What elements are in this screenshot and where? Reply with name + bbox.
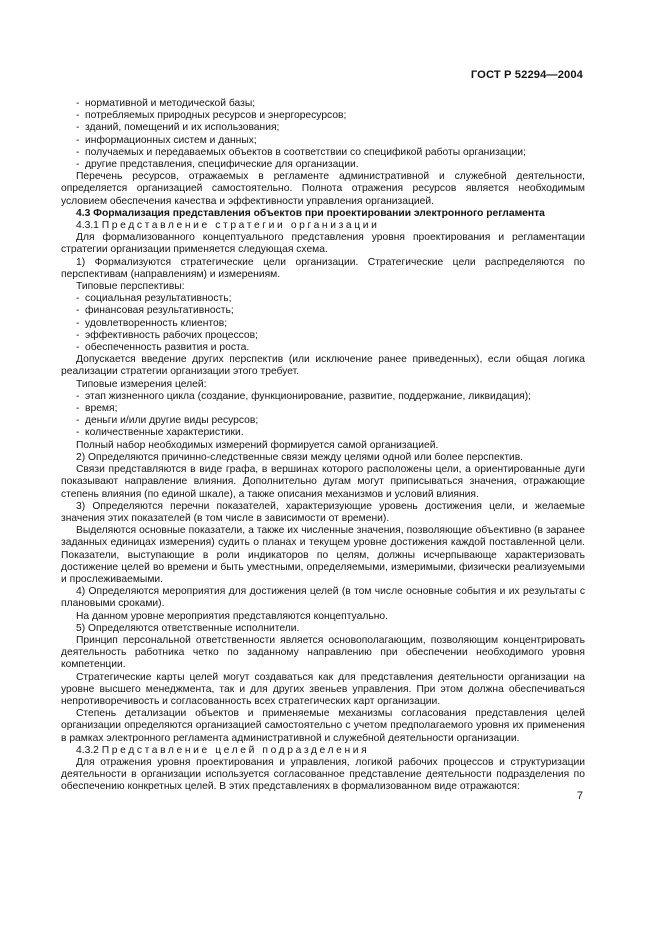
paragraph: 3) Определяются перечни показателей, характеризующие уровень достижения цели, и желаемые значения этих показателей (в том числе в зависимости от времени).	[61, 500, 585, 524]
list-bullet: -	[76, 122, 80, 134]
list-item-text: зданий, помещений и их использования;	[85, 122, 280, 134]
list-item	[61, 403, 585, 415]
list-item	[61, 293, 585, 305]
paragraph: Принцип персональной ответственности является основополагающим, позволяющим концентрировать деятельность работника четко по заданному направлению при обеспечении необходимого уровня компетенции.	[61, 634, 585, 671]
list-bullet: -	[76, 293, 80, 305]
paragraph: 1) Формализуются стратегические цели организации. Стратегические цели распределяются по перспективам (направлениям) и измерениям.	[61, 256, 585, 280]
paragraph: Выделяются основные показатели, а также их численные значения, позволяющие объективно (в заранее заданных единицах измерения) судить о планах и текущем уровне достижения каждой поставленной цели. Показатели, выступающие в роли индикаторов по целям, должны исчерпывающе характеризовать достижение целей во времени и быть уместными, определяемыми, измеримыми, физически реализуемыми и прослеживаемыми.	[61, 525, 585, 585]
list-bullet: -	[76, 110, 80, 122]
paragraph: Связи представляются в виде графа, в вершинах которого расположены цели, а ориентированные дуги показывают направление влияния. Дополнительно дугам могут приписываться значения, отражающие степень влияния (по единой шкале), а также описания механизмов и условий влияния.	[61, 464, 585, 500]
list-item-text: количественные характеристики.	[85, 427, 244, 439]
paragraph: 2) Определяются причинно-следственные связи между целями одной или более перспектив.	[76, 451, 524, 463]
list-item	[61, 415, 585, 427]
list-item	[61, 110, 585, 122]
paragraph: 4) Определяются мероприятия для достижения целей (в том числе основные события и их результаты с плановыми сроками).	[61, 586, 585, 610]
list-bullet: -	[76, 427, 80, 439]
paragraph: Типовые перспективы:	[76, 281, 185, 293]
paragraph: Для отражения уровня проектирования и управления, логикой рабочих процессов и структуризации деятельности в организации используется согласованное представление деятельности подразделения по обеспечению конкретных целей. В этих представлениях в формализованном виде отражаются:	[61, 756, 585, 793]
paragraph: Типовые измерения целей:	[76, 378, 207, 390]
list-item	[61, 122, 585, 134]
list-item	[61, 318, 585, 330]
paragraph: Степень детализации объектов и применяемые механизмы согласования представления целей организации определяются организацией самостоятельно с учетом предполагаемого уровня их применения в рамках электронного регламента административной и служебной деятельности организации.	[61, 708, 585, 744]
section-heading: 4.3 Формализация представления объектов при проектировании электронного регламента	[76, 207, 545, 219]
list-item-text: социальная результативность;	[85, 293, 232, 305]
paragraph: Стратегические карты целей могут создаваться как для представления деятельности организации на уровне высшего менеджмента, так и для других звеньев управления. При этом должна обеспечиваться непротиворечивость и согласованность всех стратегических карт организации.	[61, 671, 585, 707]
list-item-text: удовлетворенность клиентов;	[85, 317, 228, 329]
subsection-number: 4.3.1	[76, 220, 99, 232]
paragraph: Перечень ресурсов, отражаемых в регламенте административной и служебной деятельности, определяется организацией самостоятельно. Полнота отражения ресурсов является необходимым условием обеспечения качества и эффективности управления организацией.	[61, 171, 585, 207]
list-item	[61, 391, 585, 403]
paragraph: Для формализованного концептуального представления уровня проектирования и регламентации стратегии организации применяется следующая схема.	[61, 232, 585, 256]
list-item-text: время;	[85, 403, 118, 415]
list-item	[61, 305, 585, 317]
list-item	[61, 330, 585, 342]
subsection-heading	[61, 745, 585, 757]
list-bullet: -	[76, 342, 80, 354]
list-item-text: потребляемых природных ресурсов и энергоресурсов;	[85, 110, 347, 122]
list-item-text: обеспеченность развития и роста.	[85, 342, 250, 354]
subsection-number: 4.3.2	[76, 744, 99, 756]
document-body	[61, 98, 585, 794]
list-item-text: деньги и/или другие виды ресурсов;	[85, 415, 259, 427]
paragraph: Полный набор необходимых измерений формируется самой организацией.	[76, 439, 439, 451]
list-bullet: -	[76, 329, 80, 341]
list-item	[61, 342, 585, 354]
paragraph: На данном уровне мероприятия представляются концептуально.	[76, 610, 388, 622]
list-bullet: -	[76, 415, 80, 427]
list-item-text: информационных систем и данных;	[85, 134, 257, 146]
document-code: ГОСТ Р 52294—2004	[470, 69, 583, 81]
list-bullet: -	[76, 305, 80, 317]
list-item	[61, 159, 585, 171]
paragraph: 5) Определяются ответственные исполнители.	[76, 622, 300, 634]
list-item-text: этап жизненного цикла (создание, функционирование, развитие, поддержание, ликвидация);	[85, 390, 531, 402]
list-item-text: нормативной и методической базы;	[85, 98, 256, 109]
list-bullet: -	[76, 390, 80, 402]
list-item-text: получаемых и передаваемых объектов в соответствии со спецификой работы организации;	[85, 146, 526, 158]
subsection-title: Представление целей подразделения	[101, 744, 370, 756]
list-item-text: финансовая результативность;	[85, 305, 234, 317]
list-bullet: -	[76, 134, 80, 146]
list-item	[61, 147, 585, 159]
list-bullet: -	[76, 317, 80, 329]
list-item	[61, 98, 585, 110]
subsection-heading	[61, 220, 585, 232]
subsection-title: Представление стратегии организации	[101, 220, 380, 232]
list-bullet: -	[76, 159, 80, 171]
list-bullet: -	[76, 98, 80, 109]
list-item-text: эффективность рабочих процессов;	[85, 329, 258, 341]
list-bullet: -	[76, 146, 80, 158]
list-item	[61, 427, 585, 439]
paragraph: Допускается введение других перспектив (или исключение ранее приведенных), если общая логика реализации стратегии организации этого требует.	[61, 354, 585, 378]
list-item-text: другие представления, специфические для организации.	[85, 159, 359, 171]
page-number: 7	[576, 790, 583, 802]
list-item	[61, 135, 585, 147]
list-bullet: -	[76, 403, 80, 415]
